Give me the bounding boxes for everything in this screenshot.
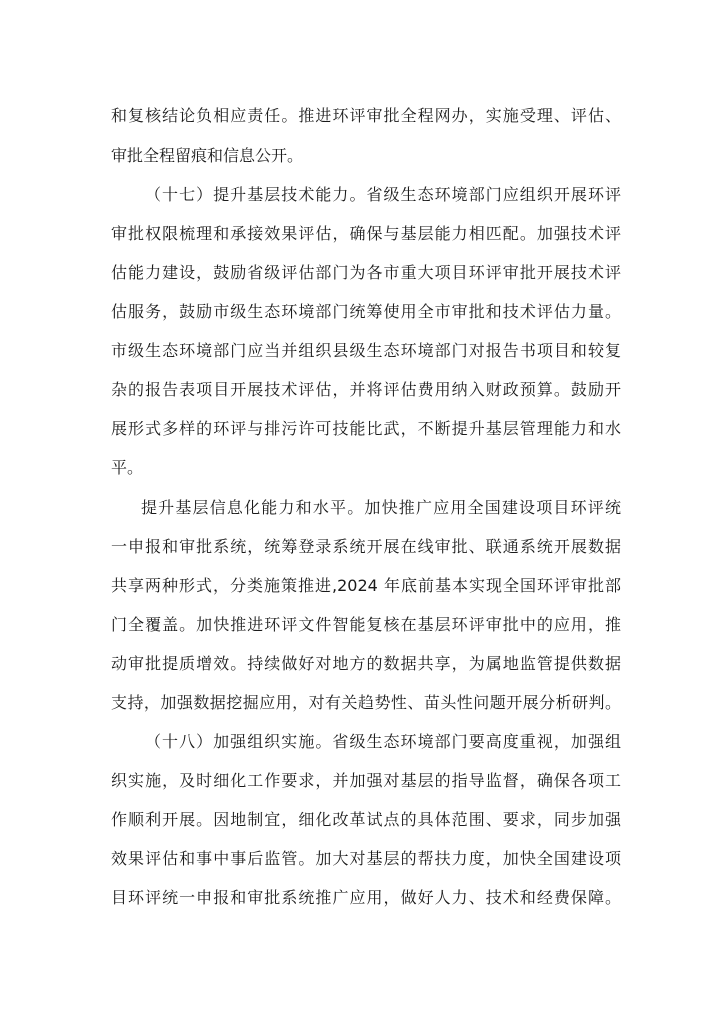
paragraph-line: 门全覆盖。加快推进环评文件智能复核在基层环评审批中的应用，推: [111, 615, 621, 634]
paragraph-line: 展形式多样的环评与排污许可技能比武，不断提升基层管理能力和水: [111, 419, 621, 438]
paragraph-line: 共享两种形式，分类施策推进,2024 年底前基本实现全国环评审批部: [111, 576, 621, 595]
paragraph-line: 支持，加强数据挖掘应用，对有关趋势性、苗头性问题开展分析研判。: [111, 693, 621, 712]
paragraph-line: 织实施，及时细化工作要求，并加强对基层的指导监督，确保各项工: [111, 771, 621, 790]
paragraph-line: 作顺利开展。因地制宜，细化改革试点的具体范围、要求，同步加强: [111, 810, 621, 829]
paragraph-line: 动审批提质增效。持续做好对地方的数据共享，为属地监管提供数据: [111, 654, 621, 673]
paragraph-line: 估能力建设，鼓励省级评估部门为各市重大项目环评审批开展技术评: [111, 263, 621, 282]
paragraph-line: 效果评估和事中事后监管。加大对基层的帮扶力度，加快全国建设项: [111, 849, 621, 868]
paragraph-line: 提升基层信息化能力和水平。加快推广应用全国建设项目环评统: [141, 498, 621, 517]
section-18-heading-line: （十八）加强组织实施。省级生态环境部门要高度重视，加强组: [145, 732, 621, 751]
paragraph-line: 市级生态环境部门应当并组织县级生态环境部门对报告书项目和较复: [111, 341, 621, 360]
paragraph-line: 一申报和审批系统，统筹登录系统开展在线审批、联通系统开展数据: [111, 537, 621, 556]
section-17-heading-line: （十七）提升基层技术能力。省级生态环境部门应组织开展环评: [145, 185, 621, 204]
paragraph-line: 杂的报告表项目开展技术评估，并将评估费用纳入财政预算。鼓励开: [111, 380, 621, 399]
paragraph-line: 和复核结论负相应责任。推进环评审批全程网办，实施受理、评估、: [111, 106, 621, 125]
paragraph-line: 审批权限梳理和承接效果评估，确保与基层能力相匹配。加强技术评: [111, 224, 621, 243]
paragraph-line: 估服务，鼓励市级生态环境部门统筹使用全市审批和技术评估力量。: [111, 302, 621, 321]
paragraph-line: 目环评统一申报和审批系统推广应用，做好人力、技术和经费保障。: [111, 888, 621, 907]
paragraph-line: 平。: [111, 458, 144, 477]
paragraph-line: 审批全程留痕和信息公开。: [111, 146, 304, 165]
